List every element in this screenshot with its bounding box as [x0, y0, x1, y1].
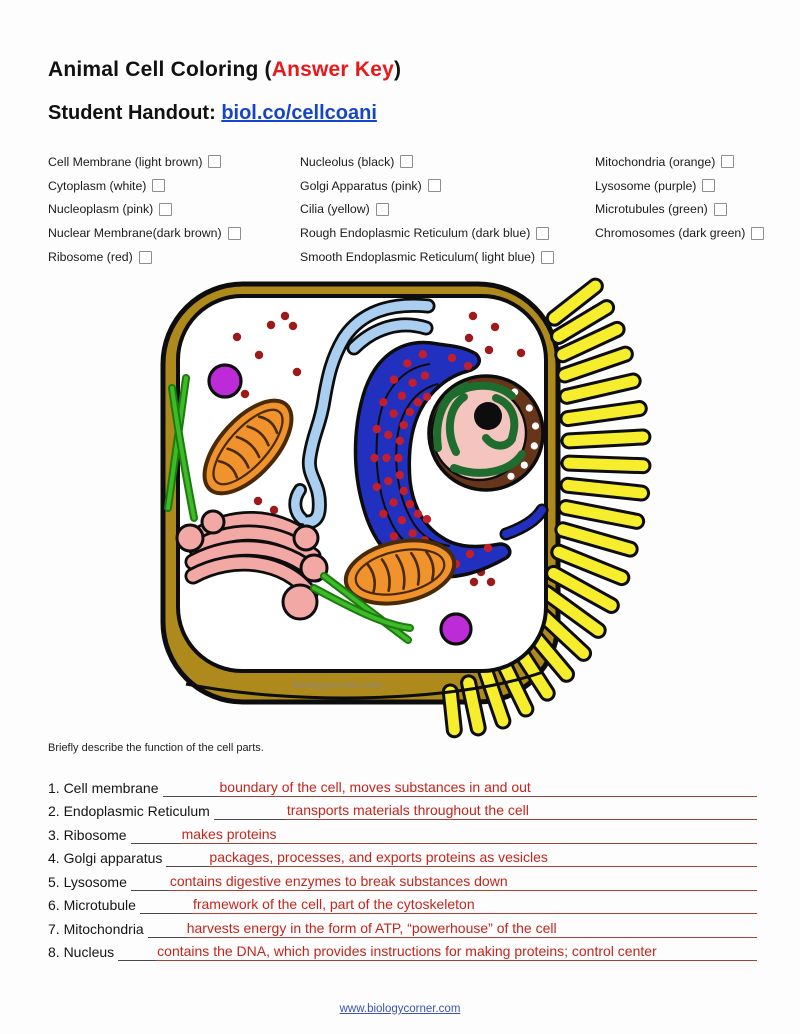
handout-label: Student Handout: — [48, 102, 222, 124]
checklist-item — [300, 221, 554, 245]
color-checkbox[interactable] — [541, 251, 554, 264]
checklist-item-label: Ribosome (red) — [48, 250, 133, 265]
checklist-item-label: Golgi Apparatus (pink) — [300, 178, 422, 193]
lysosome-2 — [441, 614, 471, 644]
function-answer: contains the DNA, which provides instructions for making proteins; control center — [156, 943, 757, 961]
blank-line — [214, 804, 286, 820]
function-term: 2. Endoplasmic Reticulum — [48, 803, 210, 819]
diagram-watermark: biologycorner.com — [293, 680, 383, 691]
blank-line — [163, 781, 219, 797]
color-checkbox[interactable] — [428, 179, 441, 192]
function-term: 8. Nucleus — [48, 944, 115, 960]
cilium — [560, 478, 649, 501]
color-checkbox[interactable] — [721, 155, 734, 168]
cilium — [560, 401, 647, 427]
checklist-item — [595, 198, 764, 222]
color-checkbox[interactable] — [159, 203, 172, 216]
checklist-item-label: Cilia (yellow) — [300, 202, 370, 217]
function-answer: transports materials throughout the cell — [286, 802, 757, 820]
handout-link[interactable]: biol.co/cellcoani — [221, 102, 377, 124]
function-term: 3. Ribosome — [48, 826, 127, 843]
functions-list — [48, 773, 757, 961]
function-line — [48, 844, 757, 868]
checklist-item-label: Nucleolus (black) — [300, 154, 395, 169]
function-answer: makes proteins — [181, 826, 757, 844]
footer — [0, 1003, 800, 1015]
checklist-item — [300, 198, 554, 222]
color-checkbox[interactable] — [751, 227, 764, 240]
checklist-column-2 — [300, 150, 554, 269]
checklist-item-label: Mitochondria (orange) — [595, 154, 716, 169]
checklist-item-label: Lysosome (purple) — [595, 178, 697, 193]
color-checkbox[interactable] — [536, 227, 549, 240]
checklist-column-3 — [595, 150, 764, 245]
checklist-item — [48, 174, 241, 198]
color-checkbox[interactable] — [376, 203, 389, 216]
function-term: 4. Golgi apparatus — [48, 850, 163, 866]
lysosome-1 — [209, 365, 241, 397]
title-suffix: ) — [393, 58, 402, 81]
blank-line — [166, 851, 208, 867]
animal-cell-diagram — [138, 276, 683, 746]
checklist-item-label: Nuclear Membrane(dark brown) — [48, 226, 222, 241]
checklist-item — [300, 245, 554, 269]
checklist-item — [48, 198, 241, 222]
function-line — [48, 797, 757, 821]
blank-line — [140, 898, 192, 914]
color-checkbox[interactable] — [702, 179, 715, 192]
footer-link[interactable]: www.biologycorner.com — [339, 1003, 461, 1015]
function-line — [48, 773, 757, 797]
nucleus — [429, 376, 543, 490]
checklist-column-1 — [48, 150, 241, 269]
color-checkbox[interactable] — [208, 155, 221, 168]
color-checkbox[interactable] — [400, 155, 413, 168]
function-term: 7. Mitochondria — [48, 920, 144, 937]
checklist-item-label: Nucleoplasm (pink) — [48, 202, 154, 217]
blank-line — [131, 875, 169, 891]
function-answer: harvests energy in the form of ATP, “powerhouse” of the cell — [186, 920, 757, 938]
checklist-item — [595, 221, 764, 245]
checklist-item-label: Rough Endoplasmic Reticulum (dark blue) — [300, 226, 531, 241]
function-term: 1. Cell membrane — [48, 779, 159, 796]
nucleolus — [474, 402, 502, 430]
function-answer: contains digestive enzymes to break substances down — [169, 873, 757, 891]
cilium — [562, 430, 651, 449]
title-prefix: Animal Cell Coloring ( — [48, 58, 272, 81]
checklist-item-label: Chromosomes (dark green) — [595, 226, 746, 241]
page-title — [48, 58, 401, 82]
title-answer-key: Answer Key — [271, 58, 394, 81]
function-line — [48, 867, 757, 891]
color-checkbox[interactable] — [228, 227, 241, 240]
cilium — [562, 456, 650, 473]
blank-line — [131, 828, 181, 844]
checklist-item — [48, 150, 241, 174]
function-answer: packages, processes, and exports proteins as vesicles — [208, 849, 757, 867]
function-term: 5. Lysosome — [48, 873, 127, 890]
color-checkbox[interactable] — [152, 179, 165, 192]
checklist-item — [300, 150, 554, 174]
checklist-item — [595, 150, 764, 174]
checklist-item-label: Smooth Endoplasmic Reticulum( light blue) — [300, 250, 536, 265]
function-answer: framework of the cell, part of the cytoskeleton — [192, 896, 757, 914]
function-line — [48, 820, 757, 844]
function-line — [48, 938, 757, 962]
blank-line — [118, 945, 156, 961]
functions-intro: Briefly describe the function of the cell parts. — [48, 742, 264, 754]
blank-line — [148, 922, 186, 938]
function-line — [48, 914, 757, 938]
color-checkbox[interactable] — [139, 251, 152, 264]
checklist-item — [595, 174, 764, 198]
checklist-item-label: Cytoplasm (white) — [48, 178, 147, 193]
function-term: 6. Microtubule — [48, 897, 136, 913]
color-checkbox[interactable] — [714, 203, 727, 216]
checklist-item — [48, 221, 241, 245]
checklist-item — [48, 245, 241, 269]
checklist-item-label: Cell Membrane (light brown) — [48, 154, 203, 169]
function-answer: boundary of the cell, moves substances in and out — [219, 779, 758, 797]
checklist-item — [300, 174, 554, 198]
student-handout-line — [48, 102, 377, 125]
function-line — [48, 891, 757, 915]
checklist-item-label: Microtubules (green) — [595, 202, 708, 217]
